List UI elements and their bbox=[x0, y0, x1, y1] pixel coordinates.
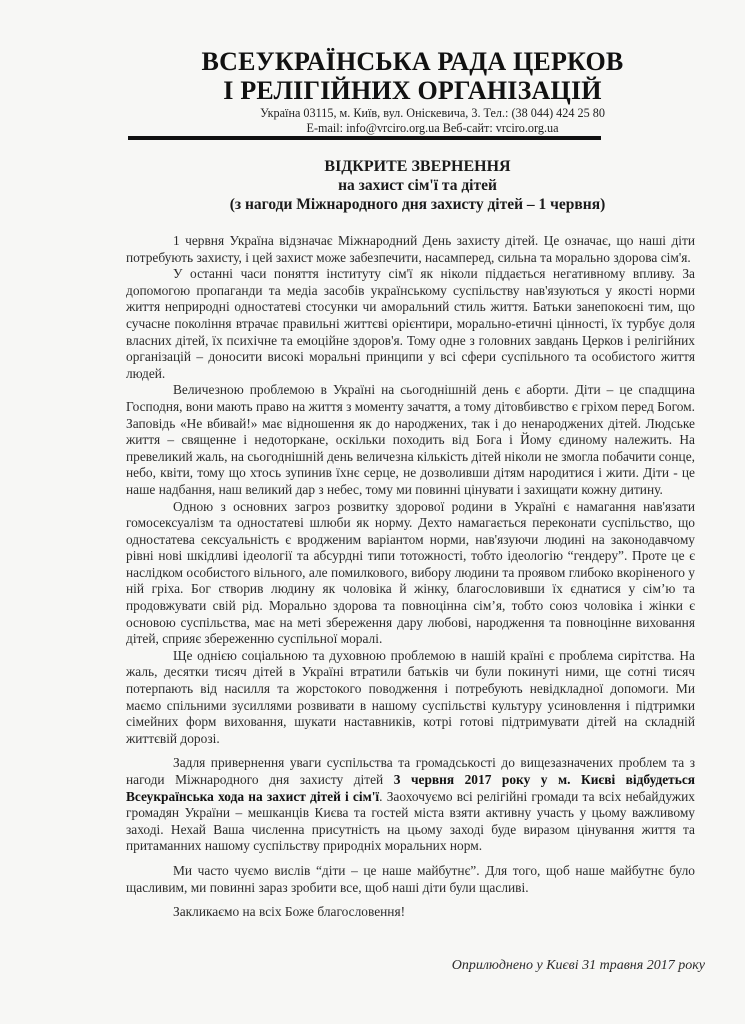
paragraph-4: Одною з основних загроз розвитку здорової родини в Україні є намагання нав'язати гомосексуалізм та одностатеві шлюби як норму. Дехто намагається переконати суспільство, що одностатева сексуальність є вродженим варіантом норми, нав'язуючи людині на законодавчому рівні нові шкідливі ідеології та абсурдні типи тотожності, тобто ідеологію “гендеру”. Проте це є наслідком особистого вільного, але помилкового, вибору людини та проявом глибоко вкоріненого у ній гріха. Бог створив людину як чоловіка й жінку, благословивши їх єднатися у сім’ю та продовжувати свій рід. Морально здорова та повноцінна сім’я, тобто союз чоловіка і жінки є основою суспільства, має на меті збереження дару любові, народження та повноцінне виховання дітей, сприяє збереженню суспільної моралі. bbox=[126, 498, 695, 647]
publication-note: Оприлюднено у Києві 31 травня 2017 року bbox=[451, 958, 705, 973]
org-name-line1: ВСЕУКРАЇНСЬКА РАДА ЦЕРКОВ bbox=[201, 47, 624, 76]
document-body bbox=[126, 233, 695, 921]
paragraph-5: Ще однією соціальною та духовною проблемою в нашій країні є проблема сирітства. На жаль, десятки тисяч дітей в Україні втратили батьків чи були покинуті ними, ще сотні тисяч потерпають від насилля та жорстокого поводження і потребують невідкладної допомоги. Ми маємо спільними зусиллями розвивати в нашому суспільстві культуру усиновлення і підтримки сімейних форм виховання, шукати наставників, котрі готові підтримувати дітей на складній життєвій дорозі. bbox=[126, 647, 695, 746]
paragraph-7: Ми часто чуємо вислів “діти – це наше майбутнє”. Для того, щоб наше майбутнє було щасливим, ми повинні зараз зробити все, щоб наші діти були щасливі. bbox=[126, 862, 695, 895]
document-subtitle: на захист сім'ї та дітей bbox=[338, 177, 497, 194]
paragraph-3: Величезною проблемою в Україні на сьогоднішній день є аборти. Діти – це спадщина Господня, вони мають право на життя з моменту зачаття, а тому дітовбивство є гріхом перед Богом. Заповідь «Не вбивай!» має відношення як до народжених, так і до ненароджених дітей. Людське життя – священне і недоторкане, оскільки походить від Бога і Йому єдиному належить. На превеликий жаль, на сьогоднішній день величезна кількість дітей ніколи не змогла побачити сонце, небо, квіти, тому що хтось зупинив їхнє серце, не дозволивши дітям народитися і жити. Діти - це наше надбання, наш великий дар з небес, тому ми повинні цінувати і захищати кожну дитину. bbox=[126, 382, 695, 497]
paragraph-2: У останні часи поняття інституту сім'ї як ніколи піддається негативному впливу. За допомогою пропаганди та медіа засобів українському суспільству нав'язуються у якості норми життя неприродні одностатеві стосунки чи аморальний стиль життя. Батьки занепокоєні тим, що сучасне покоління втрачає правильні життєві орієнтири, морально-етичні цінності, їх турбує доля власних дітей, їх психічне та емоційне здоров'я. Тому одне з головних завдань Церков і релігійних організацій – доносити високі моральні принципи у всі сфери суспільного та особистого життя людей. bbox=[126, 266, 695, 381]
org-address: Україна 03115, м. Київ, вул. Оніскевича, 3. Тел.: (38 044) 424 25 80 bbox=[260, 106, 605, 120]
document-title: ВІДКРИТЕ ЗВЕРНЕННЯ bbox=[324, 158, 511, 175]
org-email-website: E-mail: info@vrciro.org.ua Веб-сайт: vrciro.org.ua bbox=[306, 121, 559, 135]
paragraph-6-rest: . Заохочуємо всі релігійні громади та всіх небайдужих громадян України – мешканців Києва та гостей міста взяти активну участь у цьому важливому заході. Нехай Ваша численна присутність на цьому заході буде виразом цінування життя та притаманних нашому суспільству природніх моральних норм. bbox=[126, 788, 695, 854]
org-name-line2: І РЕЛІГІЙНИХ ОРГАНІЗАЦІЙ bbox=[223, 76, 602, 105]
paragraph-1: 1 червня Україна відзначає Міжнародний День захисту дітей. Це означає, що наші діти потребують захисту, і цей захист може забезпечити, насамперед, сильна та морально здорова сім'я. bbox=[126, 233, 695, 265]
event-announcement: 3 червня 2017 року у м. Києві відбудеться Всеукраїнська хода на захист дітей і сім'ї bbox=[126, 772, 696, 804]
paragraph-6 bbox=[126, 755, 695, 855]
document-occasion: (з нагоди Міжнародного дня захисту дітей – 1 червня) bbox=[229, 196, 606, 213]
paragraph-blessing: Закликаємо на всіх Боже благословення! bbox=[173, 904, 406, 920]
paragraph-6-intro: Задля привернення уваги суспільства та громадськості до вищезазначених проблем та з нагоди Міжнародного дня захисту дітей bbox=[126, 755, 695, 787]
header-divider bbox=[128, 136, 601, 140]
